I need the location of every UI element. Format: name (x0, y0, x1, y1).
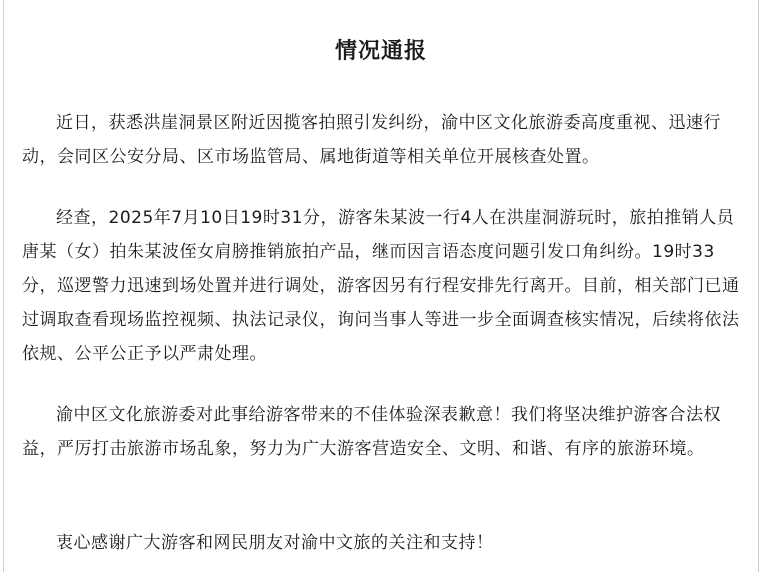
paragraph-apology: 渝中区文化旅游委对此事给游客带来的不佳体验深表歉意！我们将坚决维护游客合法权益，严厉打击旅游市场乱象，努力为广大游客营造安全、文明、和谐、有序的旅游环境。 (22, 405, 721, 459)
paragraph-investigation: 经查，2025年7月10日19时31分，游客朱某波一行4人在洪崖洞游玩时，旅拍推销人员唐某（女）拍朱某波侄女肩膀推销旅拍产品，继而因言语态度问题引发口角纠纷。19时33分，巡逻警力迅速到场处置并进行调处，游客因另有行程安排先行离开。目前，相关部门已通过调取查看现场监控视频、执法记录仪，询问当事人等进一步全面调查核实情况，后续将依法依规、公平公正予以严肃处理。 (22, 208, 740, 364)
paragraph-intro: 近日，获悉洪崖洞景区附近因揽客拍照引发纠纷，渝中区文化旅游委高度重视、迅速行动，会同区公安分局、区市场监管局、属地街道等相关单位开展核查处置。 (22, 113, 721, 167)
paragraph-thanks: 衷心感谢广大游客和网民朋友对渝中文旅的关注和支持！ (56, 533, 494, 553)
document-page (3, 0, 759, 572)
document-title: 情况通报 (334, 39, 427, 64)
